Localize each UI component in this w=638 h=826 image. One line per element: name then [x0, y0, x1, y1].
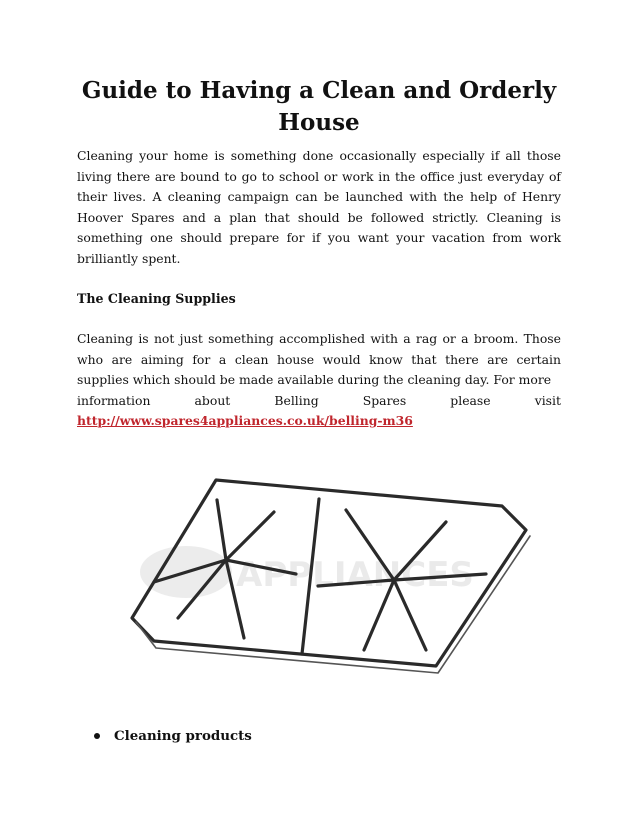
section-heading: The Cleaning Supplies [77, 291, 236, 306]
pan-support-image [124, 470, 536, 680]
info-line [77, 391, 561, 412]
info-word: visit [534, 392, 561, 408]
supplies-paragraph: Cleaning is not just something accomplished with a rag or a broom. Those who are aiming for a clean house would know that there are certain supplies which should be made available during the cleaning day. For more [77, 331, 561, 387]
document-body [77, 75, 561, 432]
page-title: Guide to Having a Clean and Orderly House [81, 77, 557, 136]
list-item [94, 726, 252, 746]
info-word: please [450, 392, 491, 408]
intro-paragraph: Cleaning your home is something done occasionally especially if all those living there are bound to go to school or work in the office just everyday of their lives. A cleaning campaign can be launched with the help of Henry Hoover Spares and a plan that should be followed strictly. Cleaning is something one should prepare for if you want your vacation from work brilliantly spent. [77, 148, 561, 266]
supplies-list [94, 726, 252, 746]
info-word: Belling [274, 392, 319, 408]
watermark-text: APPLIANCES [236, 555, 474, 595]
info-word: information [77, 392, 151, 408]
bullet-icon [94, 733, 100, 739]
belling-spares-link[interactable]: http://www.spares4appliances.co.uk/belling-m36 [77, 413, 413, 428]
info-word: about [194, 392, 231, 408]
list-item-label: Cleaning products [114, 728, 252, 744]
info-word: Spares [362, 392, 407, 408]
